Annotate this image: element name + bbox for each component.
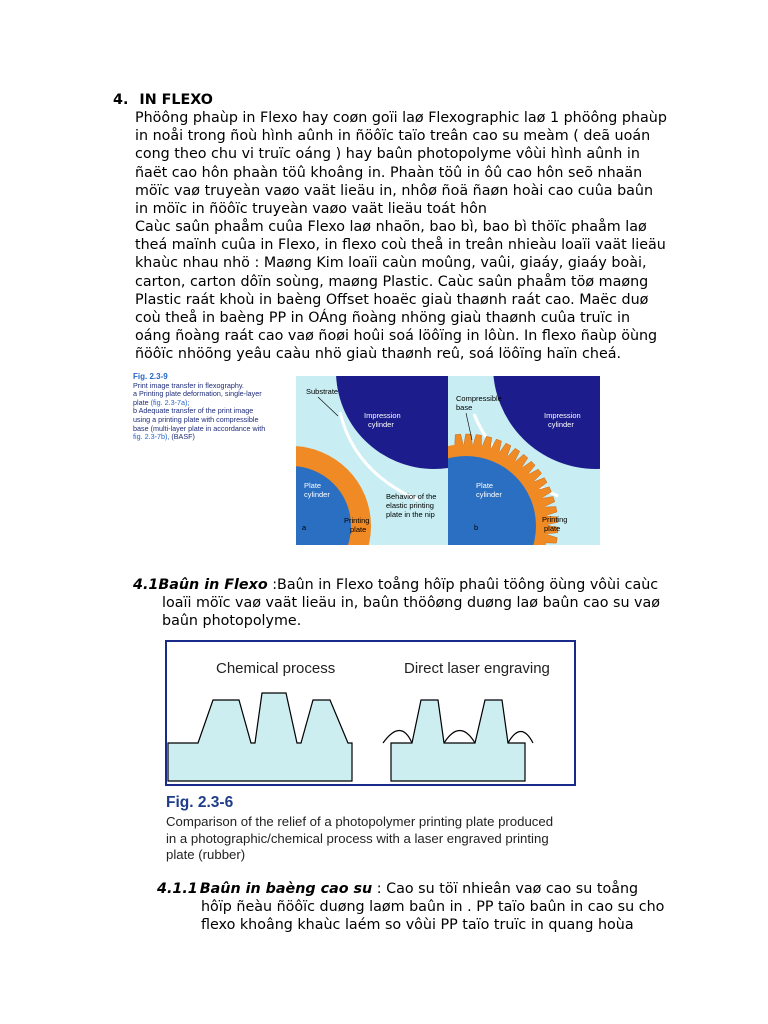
label-chemical-process: Chemical process — [216, 660, 336, 677]
caption-ref: (fig. 2.3-7a); — [150, 397, 190, 407]
label-plate-a: Plate — [304, 481, 322, 490]
figure2-caption — [166, 794, 596, 864]
subsection-number: 4.1.1 — [157, 881, 198, 897]
paragraph-line: in möïc in ñöôïc truyeàn vaøo vaät lieäu toát hôn — [135, 201, 487, 218]
label-plate-b: Plate — [476, 481, 494, 490]
paragraph-line: flexo khoâng khaùc laém so vôùi PP taïo truïc in quang hoùa — [201, 917, 634, 934]
caption-line: base (multi-layer plate in accordance with — [133, 423, 266, 433]
paragraph-line: Plastic raát khoù in baèng Offset hoaëc giaù thaønh raát cao. Maëc duø — [135, 291, 649, 308]
subsection-text: :Baûn in Flexo toång hôïp phaûi töông öùng vôùi caùc — [267, 577, 659, 593]
caption-text: plate — [133, 397, 149, 407]
paragraph-line: carton, carton dôïn soùng, maøng Plastic. Caùc saûn phaåm töø maøng — [135, 273, 649, 290]
caption-text: (BASF) — [171, 432, 195, 442]
paragraph-line: hôïp ñeàu ñöôïc duøng laøm baûn in . PP taïo baûn in cao su cho — [201, 899, 665, 916]
paragraph-line: Caùc saûn phaåm cuûa Flexo laø nhaõn, bao bì, bao bì thöïc phaåm laø — [135, 219, 647, 235]
caption-line: in a photographic/chemical process with a laser engraved printing — [166, 830, 549, 846]
caption-line: a Printing plate deformation, single-layer — [133, 389, 262, 399]
paragraph-line: loaïi möïc vaø vaät lieäu in, baûn thöôøng duøng laø baûn cao su vaø — [162, 595, 661, 612]
paragraph-line: cong theo chu vi truïc oáng ) hay baûn photopolyme vôùi hình aûnh in — [135, 146, 640, 163]
label-printing-plate-a-2: plate — [350, 525, 367, 534]
caption-line: using a printing plate with compressible — [133, 414, 259, 424]
paragraph-line: khaùc nhau nhö : Maøng Kim loaïi caùn moûng, vaûi, giaáy, giaáy boài, — [135, 255, 647, 272]
label-panel-b: b — [474, 523, 479, 532]
figure-relief-comparison — [165, 640, 576, 786]
label-compressible: Compressible — [456, 394, 502, 403]
subsection-4-1-1 — [157, 880, 664, 935]
label-substrate: Substrate — [306, 387, 339, 396]
section-title: IN FLEXO — [139, 92, 213, 108]
paragraph-line: baûn photopolyme. — [162, 613, 302, 630]
label-panel-a: a — [302, 523, 307, 532]
subsection-number: 4.1 — [133, 577, 159, 593]
label-plate-b-2: cylinder — [476, 490, 502, 499]
label-printing-plate-b-2: plate — [544, 524, 561, 533]
label-behavior-2: elastic printing — [386, 501, 434, 510]
figure2-label: Fig. 2.3-6 — [166, 794, 234, 811]
paragraph-line: ñöôïc nhöõng yeâu caàu nhö giaù thaønh reû, soá löôïng haïn cheá. — [135, 346, 622, 363]
figure1-caption — [133, 373, 293, 442]
caption-ref: fig. 2.3-7b), — [133, 432, 170, 442]
section-number: 4. — [113, 92, 129, 108]
figure1-label: Fig. 2.3-9 — [133, 372, 168, 381]
label-impression-a: Impression — [364, 411, 401, 420]
label-laser-engraving: Direct laser engraving — [404, 660, 550, 677]
caption-line: plate (rubber) — [166, 847, 246, 863]
paragraph-line: ñaët cao hôn phaàn töû khoâng in. Phaàn töû in ôû cao hôn seõ nhaän — [135, 164, 643, 181]
nip-diagram — [296, 376, 600, 545]
label-impression-b: Impression — [544, 411, 581, 420]
figure-print-transfer — [133, 373, 601, 545]
caption-line: Print image transfer in flexography. — [133, 380, 244, 390]
label-compressible-2: base — [456, 403, 473, 412]
subsection-4-1 — [133, 576, 660, 631]
label-behavior-3: plate in the nip — [386, 510, 435, 519]
caption-line: Comparison of the relief of a photopolymer printing plate produced — [166, 814, 554, 829]
section-heading — [113, 91, 213, 109]
caption-line: b Adequate transfer of the print image — [133, 406, 254, 416]
paragraph-line: coù theå in baèng PP in OÁng ñoàng nhöng giaù thaønh cuûa truïc in — [135, 310, 631, 327]
subsection-title: Baûn in Flexo — [158, 577, 268, 593]
subsection-text: : Cao su töï nhieân vaø cao su toång — [372, 881, 639, 897]
paragraph-line: Phöông phaùp in Flexo hay coøn goïi laø Flexographic laø 1 phöông phaùp — [135, 110, 667, 126]
section-paragraph-2 — [135, 218, 755, 364]
caption-line — [133, 433, 293, 442]
paragraph-line: theá maïnh cuûa in Flexo, in flexo coù theå in treân nhieàu loaïi vaät lieäu — [135, 237, 666, 254]
paragraph-line: möïc vaø truyeàn vaøo vaät lieäu in, nhôø ñoä ñaøn hoài cao cuûa baûn — [135, 182, 654, 199]
label-impression-b-2: cylinder — [548, 420, 574, 429]
subsection-title: Baûn in baèng cao su — [199, 881, 373, 897]
paragraph-line: in noåi trong ñoù hình aûnh in ñöôïc taïo treân cao su meàm ( deã uoán — [135, 128, 651, 145]
label-plate-a-2: cylinder — [304, 490, 330, 499]
label-impression-a-2: cylinder — [368, 420, 394, 429]
label-printing-plate-a: Printing — [344, 516, 370, 525]
section-paragraph-1 — [135, 109, 755, 218]
label-behavior: Behavior of the — [386, 492, 437, 501]
label-printing-plate-b: Printing — [542, 515, 568, 524]
paragraph-line: oáng ñoàng raát cao vaø ñoøi hoûi soá löôïng in lôùn. In flexo ñaùp öùng — [135, 328, 658, 345]
